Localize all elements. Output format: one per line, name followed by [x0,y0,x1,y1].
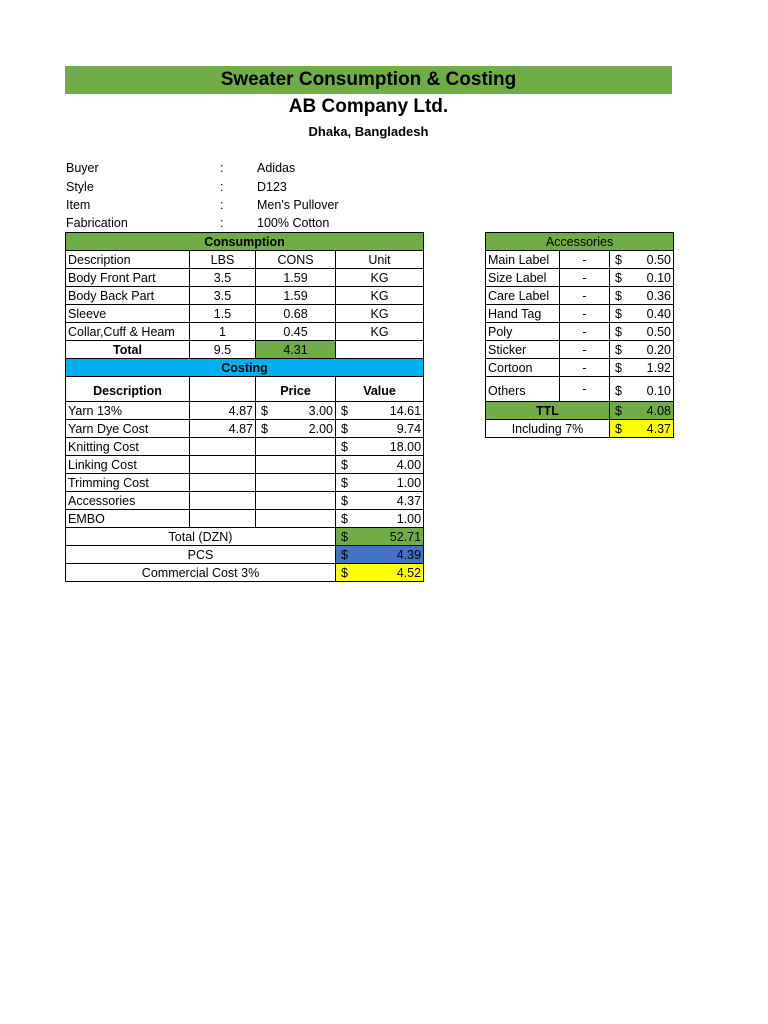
cell-price[interactable] [256,420,336,438]
currency-symbol: $ [615,421,622,436]
value-amount: 0.10 [646,270,672,285]
including-label: Including 7% [486,420,610,438]
acc-value[interactable] [610,251,674,269]
acc-dash[interactable]: - [560,269,610,287]
cell-qty[interactable]: 4.87 [190,420,256,438]
cell-unit[interactable]: KG [336,323,424,341]
acc-dash[interactable]: - [560,305,610,323]
list-item [486,359,674,377]
cell-qty[interactable] [190,510,256,528]
currency-symbol: $ [615,342,622,357]
info-key: Style [66,180,94,194]
consumption-costing-table [65,232,424,582]
value-amount: 52.71 [389,529,422,544]
acc-value[interactable] [610,341,674,359]
list-item [486,287,674,305]
currency-symbol: $ [615,306,622,321]
accessories-table [485,232,674,438]
currency-symbol: $ [341,565,348,580]
cell-desc[interactable]: EMBO [66,510,190,528]
table-row [66,269,424,287]
accessories-ttl-row [486,402,674,420]
info-key: Buyer [66,161,99,175]
info-sep: : [220,216,224,230]
cell-price[interactable] [256,510,336,528]
list-item [486,323,674,341]
info-row-item [66,198,426,216]
acc-name[interactable]: Main Label [486,251,560,269]
costing-title-row [66,359,424,377]
value-amount: 18.00 [389,439,422,454]
company-name: AB Company Ltd. [288,96,449,117]
cell-price[interactable] [256,456,336,474]
currency-symbol: $ [615,288,622,303]
total-cons[interactable]: 4.31 [256,341,336,359]
acc-dash[interactable]: - [560,341,610,359]
cell-desc[interactable]: Body Front Part [66,269,190,287]
accessories-including-row [486,420,674,438]
col-header: Price [256,377,336,402]
acc-value[interactable] [610,377,674,402]
cell-lbs[interactable]: 3.5 [190,287,256,305]
col-header [190,377,256,402]
including-value[interactable] [610,420,674,438]
accessories-title: Accessories [486,233,674,251]
currency-symbol: $ [615,252,622,267]
value-amount: 4.39 [396,547,422,562]
cell-desc[interactable]: Knitting Cost [66,438,190,456]
list-item [486,269,674,287]
acc-name[interactable]: Cortoon [486,359,560,377]
cell-desc[interactable]: Sleeve [66,305,190,323]
cell-cons[interactable]: 1.59 [256,269,336,287]
value-amount: 1.00 [396,475,422,490]
cell-lbs[interactable]: 1 [190,323,256,341]
acc-dash[interactable]: - [560,323,610,341]
currency-symbol: $ [341,403,348,418]
consumption-total-row [66,341,424,359]
total-lbs[interactable]: 9.5 [190,341,256,359]
table-row [66,510,424,528]
value-amount: 1.92 [646,360,672,375]
col-header: LBS [190,251,256,269]
table-row [66,323,424,341]
ttl-value[interactable] [610,402,674,420]
value-amount: 4.00 [396,457,422,472]
currency-symbol: $ [615,324,622,339]
acc-name[interactable]: Poly [486,323,560,341]
col-header: Description [66,251,190,269]
cell-price[interactable] [256,492,336,510]
currency-symbol: $ [341,511,348,526]
value-amount: 0.10 [646,383,672,398]
cell-value[interactable] [336,474,424,492]
value-amount: 9.74 [396,421,422,436]
list-item [486,341,674,359]
cell-desc[interactable]: Trimming Cost [66,474,190,492]
info-key: Item [66,198,91,212]
cell-cons[interactable]: 0.68 [256,305,336,323]
acc-value[interactable] [610,269,674,287]
table-row [66,492,424,510]
table-row [66,402,424,420]
value-amount: 1.00 [396,511,422,526]
price-value: 3.00 [308,403,333,418]
ttl-label: TTL [486,402,610,420]
info-value: D123 [257,180,287,194]
summary-value[interactable] [336,546,424,564]
cell-desc[interactable]: Yarn 13% [66,402,190,420]
cell-unit[interactable]: KG [336,305,424,323]
table-row [66,438,424,456]
cell-lbs[interactable]: 1.5 [190,305,256,323]
cell-unit[interactable]: KG [336,269,424,287]
table-row [66,456,424,474]
cell-desc[interactable]: Yarn Dye Cost [66,420,190,438]
cell-desc[interactable]: Accessories [66,492,190,510]
value-amount: 4.37 [646,421,672,436]
info-row-style [66,180,426,198]
acc-name[interactable]: Others [486,377,560,402]
acc-dash[interactable]: - [560,359,610,377]
acc-dash[interactable]: - [560,251,610,269]
cell-desc[interactable]: Collar,Cuff & Heam [66,323,190,341]
cell-value[interactable] [336,438,424,456]
currency-symbol: $ [615,270,622,285]
summary-row-pcs [66,546,424,564]
value-amount: 0.20 [646,342,672,357]
currency-symbol: $ [341,475,348,490]
summary-label: PCS [66,546,336,564]
value-amount: 0.36 [646,288,672,303]
info-value: 100% Cotton [257,216,330,230]
currency-symbol: $ [341,493,348,508]
info-sep: : [220,198,224,212]
cell-value[interactable] [336,510,424,528]
info-value: Men's Pullover [257,198,339,212]
cell-value[interactable] [336,402,424,420]
price-value: 2.00 [308,421,333,436]
summary-label: Commercial Cost 3% [66,564,336,582]
acc-name[interactable]: Size Label [486,269,560,287]
cell-value[interactable] [336,420,424,438]
cell-value[interactable] [336,492,424,510]
value-amount: 4.52 [396,565,422,580]
value-amount: 14.61 [389,403,422,418]
info-sep: : [220,180,224,194]
value-amount: 0.50 [646,324,672,339]
cell-qty[interactable] [190,492,256,510]
info-key: Fabrication [66,216,128,230]
acc-name[interactable]: Hand Tag [486,305,560,323]
table-row [66,305,424,323]
info-value: Adidas [257,161,296,175]
list-item [486,377,674,402]
cell-value[interactable] [336,456,424,474]
value-amount: 0.50 [646,252,672,267]
summary-row-total-dzn [66,528,424,546]
currency-symbol: $ [261,403,268,418]
cell-qty[interactable] [190,474,256,492]
cell-qty[interactable] [190,456,256,474]
cell-qty[interactable] [190,438,256,456]
currency-symbol: $ [261,421,268,436]
consumption-title-row [66,233,424,251]
cell-qty[interactable]: 4.87 [190,402,256,420]
company-location: Dhaka, Bangladesh [308,124,429,139]
currency-symbol: $ [615,360,622,375]
currency-symbol: $ [615,383,622,398]
currency-symbol: $ [341,421,348,436]
cell-lbs[interactable]: 3.5 [190,269,256,287]
col-header: Description [66,377,190,402]
currency-symbol: $ [341,457,348,472]
cell-price[interactable] [256,402,336,420]
consumption-title: Consumption [66,233,424,251]
acc-value[interactable] [610,323,674,341]
accessories-title-row [486,233,674,251]
acc-name[interactable]: Sticker [486,341,560,359]
list-item [486,251,674,269]
summary-row-commercial [66,564,424,582]
table-row [66,287,424,305]
costing-title: Costing [66,359,424,377]
costing-header-row [66,377,424,402]
total-unit[interactable] [336,341,424,359]
cell-unit[interactable]: KG [336,287,424,305]
summary-value[interactable] [336,528,424,546]
acc-name[interactable]: Care Label [486,287,560,305]
info-row-buyer [66,161,426,179]
acc-value[interactable] [610,287,674,305]
currency-symbol: $ [341,529,348,544]
value-amount: 0.40 [646,306,672,321]
list-item [486,305,674,323]
col-header: CONS [256,251,336,269]
cell-cons[interactable]: 0.45 [256,323,336,341]
col-header: Value [336,377,424,402]
currency-symbol: $ [341,547,348,562]
total-label: Total [66,341,190,359]
currency-symbol: $ [341,439,348,454]
acc-dash[interactable]: - [560,377,610,402]
col-header: Unit [336,251,424,269]
acc-value[interactable] [610,359,674,377]
table-row [66,474,424,492]
sheet-title: Sweater Consumption & Costing [65,66,672,94]
cell-price[interactable] [256,474,336,492]
summary-label: Total (DZN) [66,528,336,546]
cell-cons[interactable]: 1.59 [256,287,336,305]
consumption-header-row [66,251,424,269]
currency-symbol: $ [615,403,622,418]
acc-value[interactable] [610,305,674,323]
cell-desc[interactable]: Body Back Part [66,287,190,305]
summary-value[interactable] [336,564,424,582]
info-sep: : [220,161,224,175]
value-amount: 4.08 [646,403,672,418]
cell-price[interactable] [256,438,336,456]
cell-desc[interactable]: Linking Cost [66,456,190,474]
acc-dash[interactable]: - [560,287,610,305]
table-row [66,420,424,438]
value-amount: 4.37 [396,493,422,508]
